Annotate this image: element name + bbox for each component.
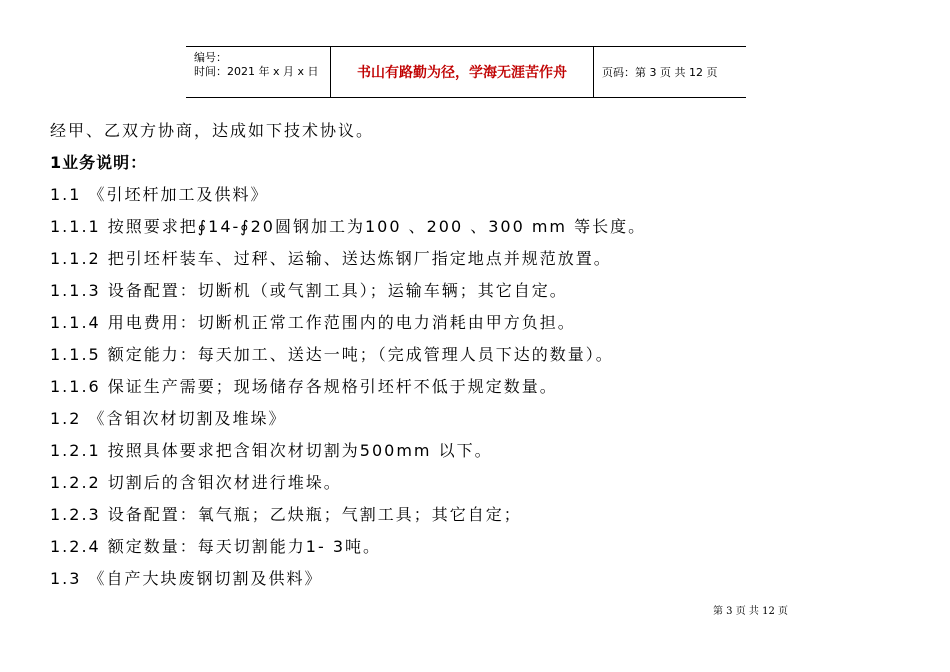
intro-sentence: 经甲、乙双方协商，达成如下技术协议。: [50, 121, 375, 140]
page-header: [186, 46, 746, 98]
clause-line: 1.1.1 按照要求把∮14-∮20圆钢加工为100 、200 、300 mm 等长度。: [50, 217, 647, 236]
header-motto: 书山有路勤为径，学海无涯苦作舟: [330, 47, 594, 97]
document-body: [50, 118, 770, 598]
clause-line: 1.1.2 把引坯杆装车、过秤、运输、送达炼钢厂指定地点并规范放置。: [50, 249, 612, 268]
page-footer: 第 3 页 共 12 页: [713, 606, 788, 617]
clause-line: 1.1.5 额定能力：每天加工、送达一吨；（完成管理人员下达的数量）。: [50, 345, 614, 364]
subsection-heading: 1.3 《自产大块废钢切割及供料》: [50, 569, 323, 588]
document-number-label: 编号：: [194, 51, 227, 64]
document-date-label: 时间：2021 年 x 月 x 日: [194, 65, 319, 78]
clause-line: 1.2.2 切割后的含钼次材进行堆垛。: [50, 473, 342, 492]
header-page-indicator: 页码：第 3 页 共 12 页: [602, 66, 718, 79]
subsection-heading: 1.1 《引坯杆加工及供料》: [50, 185, 269, 204]
clause-line: 1.1.4 用电费用：切断机正常工作范围内的电力消耗由甲方负担。: [50, 313, 576, 332]
subsection-heading: 1.2 《含钼次材切割及堆垛》: [50, 409, 287, 428]
clause-line: 1.2.1 按照具体要求把含钼次材切割为500mm 以下。: [50, 441, 493, 460]
clause-line: 1.1.6 保证生产需要；现场储存各规格引坯杆不低于规定数量。: [50, 377, 558, 396]
clause-line: 1.2.3 设备配置：氧气瓶；乙炔瓶；气割工具；其它自定；: [50, 505, 522, 524]
clause-line: 1.2.4 额定数量：每天切割能力1- 3吨。: [50, 537, 382, 556]
section-heading: 1业务说明：: [50, 153, 148, 172]
clause-line: 1.1.3 设备配置：切断机（或气割工具）；运输车辆；其它自定。: [50, 281, 568, 300]
header-meta: [186, 47, 330, 97]
